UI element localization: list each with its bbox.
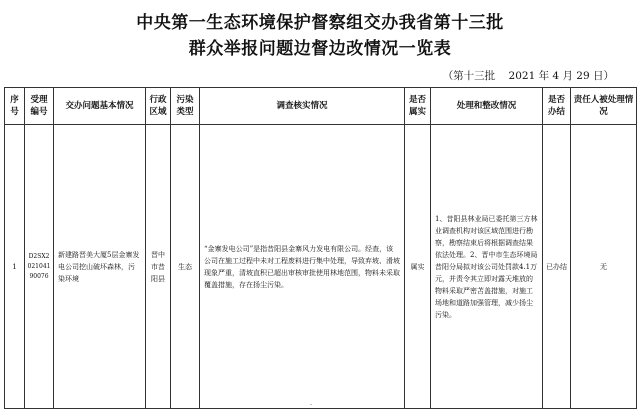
document-title-line1: 中央第一生态环境保护督察组交办我省第十三批 [136,13,504,33]
header-row [5,88,637,125]
header-closed: 是否办结 [543,88,571,125]
cell-type: 生态 [171,125,200,409]
cell-problem: 新建路晋美大厦5层金寨发电公司挖山破坏森林，污染环境 [54,125,146,409]
cell-region: 晋中市昔阳县 [146,125,171,409]
cell-verified: 属实 [405,125,431,409]
table-row [5,125,637,409]
header-handling: 处理和整改情况 [431,88,543,125]
header-investigation: 调查核实情况 [200,88,405,125]
cell-closed: 已办结 [543,125,571,409]
header-region: 行政区域 [146,88,171,125]
header-code: 受理编号 [25,88,54,125]
cell-no: 1 [5,125,25,409]
header-responsible: 责任人被处理情况 [571,88,637,125]
cell-code: D2SX202104190076 [25,125,54,409]
header-problem: 交办问题基本情况 [54,88,146,125]
page-mark: - [310,401,313,408]
header-no: 序号 [5,88,25,125]
cell-investigation: “金寨发电公司”是指昔阳县金寨风力发电有限公司。经查，该公司在施工过程中未对工程废料进行集中处理，导致弃坡、滑坡现象严重，清坡直积已超出审核审批使用林地范围，物料未采取覆盖措施，存在扬尘污染。 [200,125,405,409]
cell-handling: 1、昔阳县林业局已委托第三方林业调查机构对该区域范围进行勘察，勘察结束后将根据调查结果依法处理。2、晋中市生态环境局昔阳分局拟对该公司处罚款4.1万元，并责令其立即对露天堆放的物料采取严密苫盖措施，对施工场地和道路加强管理，减少扬尘污染。 [431,125,543,409]
header-type: 污染类型 [171,88,200,125]
document-title-line2: 群众举报问题边督边改情况一览表 [188,39,452,59]
report-table [4,87,637,409]
cell-responsible: 无 [571,125,637,409]
batch-info: （第十三批 2021 年 4 月 29 日） [442,70,614,82]
header-verified: 是否属实 [405,88,431,125]
